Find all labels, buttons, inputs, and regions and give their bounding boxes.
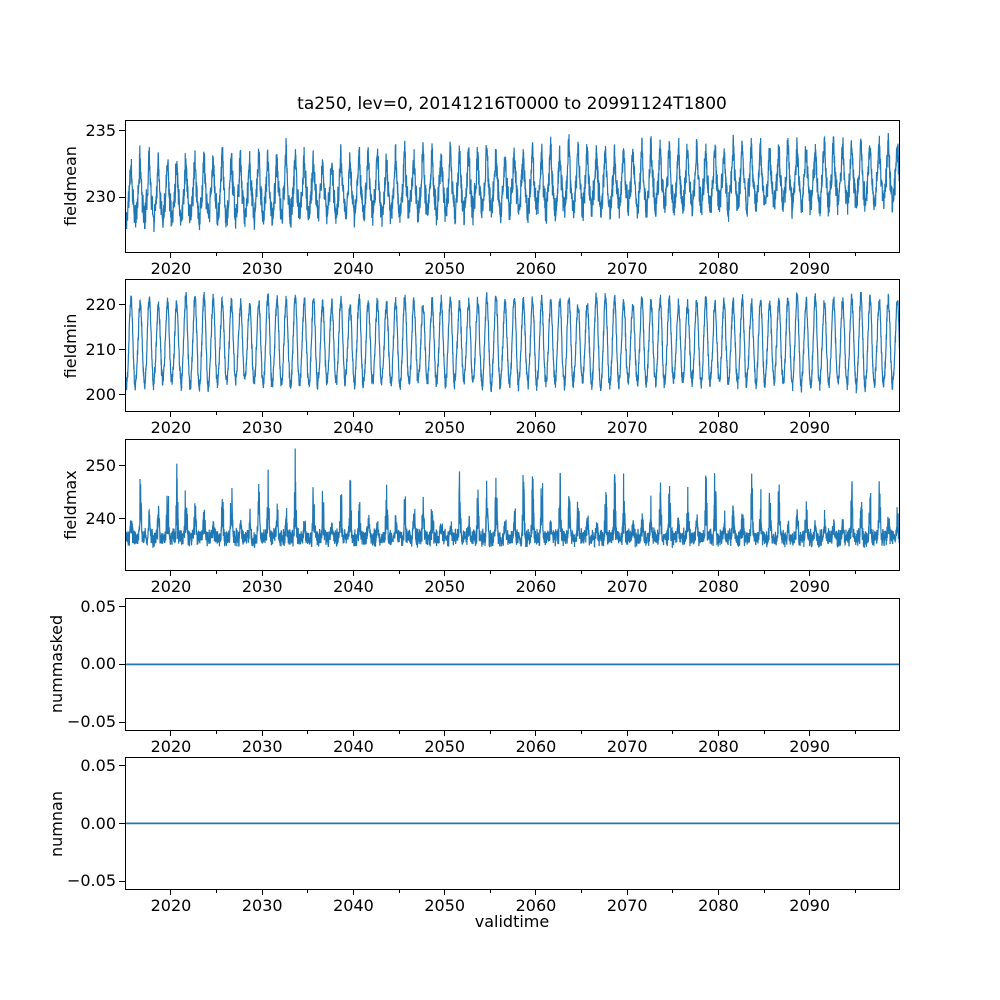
x-tick: [444, 412, 445, 417]
y-axis-label-fieldmax: fieldmax: [61, 470, 80, 540]
x-tick-label: 2090: [789, 577, 831, 597]
x-tick: [627, 890, 628, 895]
x-minor-tick: [672, 253, 673, 256]
x-tick: [353, 571, 354, 576]
x-tick-label: 2040: [333, 418, 374, 438]
x-tick: [353, 412, 354, 417]
x-tick: [535, 571, 536, 576]
x-minor-tick: [764, 890, 765, 893]
x-minor-tick: [216, 571, 217, 574]
x-tick-label: 2030: [241, 418, 283, 438]
y-tick: [119, 881, 125, 882]
y-axis-label-fieldmean: fieldmean: [61, 146, 80, 227]
y-tick: [119, 349, 125, 350]
x-tick-label: 2030: [241, 736, 283, 756]
x-minor-tick: [307, 253, 308, 256]
x-tick: [444, 253, 445, 258]
y-tick-label: −0.05: [66, 871, 116, 891]
x-tick: [353, 890, 354, 895]
x-tick-label: 2080: [698, 577, 739, 597]
x-tick: [535, 412, 536, 417]
x-tick: [535, 731, 536, 736]
x-minor-tick: [764, 412, 765, 415]
x-tick-label: 2090: [789, 896, 831, 915]
x-minor-tick: [307, 571, 308, 574]
y-tick-label: 230: [85, 187, 116, 206]
x-tick: [444, 571, 445, 576]
y-tick: [119, 606, 125, 607]
x-tick-label: 2060: [515, 577, 557, 597]
x-tick-label: 2050: [424, 258, 466, 278]
x-tick-label: 2040: [333, 736, 374, 756]
x-minor-tick: [764, 571, 765, 574]
x-tick: [627, 253, 628, 258]
x-tick-label: 2060: [515, 418, 557, 438]
x-tick-label: 2030: [241, 577, 283, 597]
x-tick: [809, 890, 810, 895]
x-minor-tick: [490, 890, 491, 893]
x-tick: [809, 731, 810, 736]
x-minor-tick: [216, 890, 217, 893]
x-minor-tick: [672, 731, 673, 734]
x-tick-label: 2070: [606, 577, 648, 597]
subplot-numnan: [125, 757, 900, 890]
x-minor-tick: [399, 731, 400, 734]
x-tick: [444, 890, 445, 895]
y-tick-label: 0.00: [80, 813, 116, 833]
y-tick-label: 0.05: [80, 755, 116, 775]
x-tick: [718, 412, 719, 417]
x-tick: [627, 412, 628, 417]
y-tick-label: 235: [85, 120, 116, 140]
x-minor-tick: [581, 571, 582, 574]
x-tick-label: 2080: [698, 258, 739, 278]
x-minor-tick: [764, 731, 765, 734]
x-tick: [535, 253, 536, 258]
x-minor-tick: [399, 890, 400, 893]
y-axis-label-numnan: numnan: [47, 790, 66, 857]
x-tick: [627, 731, 628, 736]
subplot-nummasked: [125, 598, 900, 731]
x-minor-tick: [307, 731, 308, 734]
x-minor-tick: [307, 890, 308, 893]
x-tick-label: 2070: [606, 896, 648, 915]
x-minor-tick: [581, 731, 582, 734]
x-minor-tick: [490, 253, 491, 256]
x-tick-label: 2020: [150, 418, 192, 438]
x-minor-tick: [581, 412, 582, 415]
x-tick-label: 2040: [333, 896, 374, 915]
x-minor-tick: [399, 253, 400, 256]
y-tick-label: −0.05: [66, 712, 116, 732]
x-tick-label: 2060: [515, 258, 557, 278]
y-tick-label: 200: [85, 384, 116, 404]
x-minor-tick: [490, 412, 491, 415]
x-minor-tick: [490, 731, 491, 734]
x-tick: [262, 253, 263, 258]
y-tick-label: 0.00: [80, 654, 116, 674]
x-tick-label: 2040: [333, 258, 374, 278]
x-minor-tick: [672, 571, 673, 574]
x-minor-tick: [581, 253, 582, 256]
x-tick-label: 2070: [606, 258, 648, 278]
x-minor-tick: [399, 571, 400, 574]
x-minor-tick: [490, 571, 491, 574]
x-minor-tick: [855, 731, 856, 734]
data-series-line-fieldmax: [126, 448, 899, 547]
x-tick-label: 2020: [150, 258, 192, 278]
x-axis-label: validtime: [474, 912, 550, 931]
x-tick: [627, 571, 628, 576]
y-tick-label: 210: [85, 339, 116, 359]
x-tick: [353, 731, 354, 736]
x-minor-tick: [855, 890, 856, 893]
x-tick-label: 2050: [424, 736, 466, 756]
chart-title: ta250, lev=0, 20141216T0000 to 20991124T1800: [297, 94, 727, 114]
y-tick-label: 250: [85, 455, 116, 475]
y-tick-label: 240: [85, 508, 116, 528]
x-minor-tick: [399, 412, 400, 415]
x-minor-tick: [855, 571, 856, 574]
x-tick-label: 2090: [789, 258, 831, 278]
x-tick-label: 2050: [424, 577, 466, 597]
x-tick-label: 2050: [424, 896, 466, 915]
x-tick: [353, 253, 354, 258]
x-tick-label: 2080: [698, 736, 739, 756]
x-tick-label: 2080: [698, 896, 739, 915]
y-tick: [119, 518, 125, 519]
x-tick: [262, 890, 263, 895]
x-minor-tick: [216, 253, 217, 256]
x-tick-label: 2020: [150, 896, 192, 915]
x-minor-tick: [581, 890, 582, 893]
y-tick-label: 0.05: [80, 596, 116, 616]
x-tick-label: 2040: [333, 577, 374, 597]
y-tick-label: 220: [85, 294, 116, 314]
x-tick: [262, 731, 263, 736]
x-minor-tick: [855, 253, 856, 256]
x-tick-label: 2050: [424, 418, 466, 438]
x-tick: [262, 412, 263, 417]
x-minor-tick: [855, 412, 856, 415]
y-tick: [119, 823, 125, 824]
x-minor-tick: [672, 412, 673, 415]
x-tick-label: 2080: [698, 418, 739, 438]
x-minor-tick: [672, 890, 673, 893]
x-tick-label: 2060: [515, 896, 557, 915]
subplot-fieldmin: [125, 279, 900, 412]
x-tick-label: 2090: [789, 418, 831, 438]
x-tick: [535, 890, 536, 895]
y-axis-label-nummasked: nummasked: [47, 615, 66, 714]
x-minor-tick: [764, 253, 765, 256]
y-axis-label-fieldmin: fieldmin: [61, 313, 80, 379]
y-tick: [119, 765, 125, 766]
x-tick: [718, 731, 719, 736]
x-tick-label: 2090: [789, 736, 831, 756]
y-tick: [119, 130, 125, 131]
x-tick-label: 2030: [241, 258, 283, 278]
x-tick: [809, 412, 810, 417]
y-tick: [119, 722, 125, 723]
y-tick: [119, 465, 125, 466]
x-tick-label: 2060: [515, 736, 557, 756]
y-tick: [119, 664, 125, 665]
y-tick: [119, 394, 125, 395]
x-tick: [170, 571, 171, 576]
x-tick: [170, 890, 171, 895]
x-tick: [718, 890, 719, 895]
x-tick: [170, 731, 171, 736]
x-tick-label: 2030: [241, 896, 283, 915]
x-tick-label: 2070: [606, 736, 648, 756]
x-tick: [170, 253, 171, 258]
y-tick: [119, 197, 125, 198]
x-tick: [809, 253, 810, 258]
x-tick-label: 2020: [150, 577, 192, 597]
x-minor-tick: [216, 731, 217, 734]
x-tick: [718, 571, 719, 576]
x-tick: [809, 571, 810, 576]
subplot-fieldmax: [125, 439, 900, 572]
x-tick: [444, 731, 445, 736]
data-series-line-fieldmean: [126, 133, 899, 232]
x-tick-label: 2020: [150, 736, 192, 756]
x-tick: [170, 412, 171, 417]
subplot-fieldmean: [125, 120, 900, 253]
x-tick: [262, 571, 263, 576]
y-tick: [119, 304, 125, 305]
x-minor-tick: [307, 412, 308, 415]
x-tick-label: 2070: [606, 418, 648, 438]
x-minor-tick: [216, 412, 217, 415]
x-tick: [718, 253, 719, 258]
data-series-line-fieldmin: [126, 292, 899, 393]
